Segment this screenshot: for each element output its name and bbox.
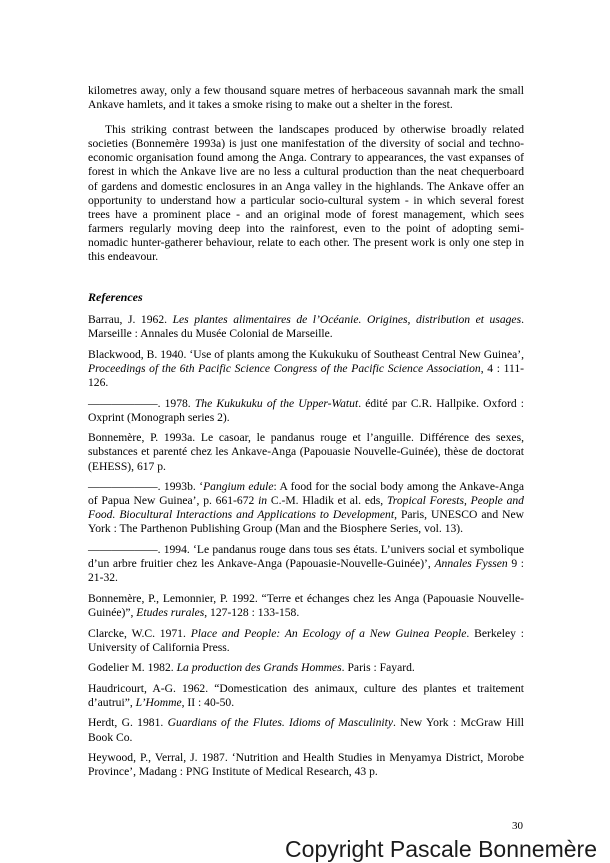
reference-entry: Bonnemère, P. 1993a. Le casoar, le pandanus rouge et l’anguille. Différence des sexes, substances et parenté chez les Ankave-Anga (Papouasie Nouvelle-Guinée), thèse de doctorat (EHESS), 617 p. [88, 431, 524, 473]
reference-entry: Godelier M. 1982. La production des Grands Hommes. Paris : Fayard. [88, 661, 415, 675]
reference-entry: Bonnemère, P., Lemonnier, P. 1992. “Terre et échanges chez les Anga (Papouasie Nouvelle-Guinée)”, Etudes rurales, 127-128 : 133-158. [88, 591, 524, 619]
references-list [88, 313, 524, 779]
body-paragraph-continuation: kilometres away, only a few thousand square metres of herbaceous savannah mark the small Ankave hamlets, and it takes a smoke rising to make out a shelter in the forest. [88, 84, 524, 112]
copyright-watermark: Copyright Pascale Bonnemère [285, 836, 597, 862]
reference-entry: Clarcke, W.C. 1971. Place and People: An Ecology of a New Guinea People. Berkeley : University of California Press. [88, 626, 524, 654]
reference-entry: ——————. 1994. ‘Le pandanus rouge dans tous ses états. L’univers social et symbolique d’un arbre fruitier chez les Ankave-Anga (Papouasie-Nouvelle-Guinée)’, Annales Fyssen 9 : 21-32. [88, 543, 524, 585]
page-number: 30 [512, 820, 523, 832]
text-block [88, 84, 524, 786]
reference-entry: Blackwood, B. 1940. ‘Use of plants among the Kukukuku of Southeast Central New Guinea’, Proceedings of the 6th Pacific Science Congress of the Pacific Science Association, 4 : 111-126. [88, 347, 524, 390]
reference-entry: ——————. 1978. The Kukukuku of the Upper-Watut. édité par C.R. Hallpike. Oxford : Oxprint (Monograph series 2). [88, 396, 525, 424]
references-heading: References [88, 290, 143, 305]
reference-entry: Herdt, G. 1981. Guardians of the Flutes. Idioms of Masculinity. New York : McGraw Hill Book Co. [88, 716, 524, 744]
reference-entry: Haudricourt, A-G. 1962. “Domestication des animaux, culture des plantes et traitement d’autrui”, L’Homme, II : 40-50. [88, 681, 524, 709]
reference-entry: Heywood, P., Verral, J. 1987. ‘Nutrition and Health Studies in Menyamya District, Morobe Province’, Madang : PNG Institute of Medical Research, 43 p. [88, 751, 524, 779]
reference-entry: ——————. 1993b. ‘Pangium edule: A food for the social body among the Ankave-Anga of Papua New Guinea’, p. 661-672 in C.-M. Hladik et al. eds, Tropical Forests, People and Food. Biocultural Interactions and Applications to Development, Paris, UNESCO and New York : The Parthenon Publishing Group (Man and the Biosphere Series, vol. 13). [88, 480, 524, 536]
reference-entry: Barrau, J. 1962. Les plantes alimentaires de l’Océanie. Origines, distribution et usages. Marseille : Annales du Musée Colonial de Marseille. [88, 313, 524, 341]
body-paragraph: This striking contrast between the landscapes produced by otherwise broadly related societies (Bonnemère 1993a) is just one manifestation of the diversity of social and techno-economic organisation found among the Anga. Contrary to appearances, the vast expanses of forest in which the Ankave live are no less a cultural production than the neat chequerboard of gardens and domestic enclosures in an Anga valley in the highlands. The Ankave offer an opportunity to understand how a particular socio-cultural system - in which several forest trees have a prominent place - and an original mode of forest management, which sees farmers regularly moving deep into the rainforest, even to the point of adopting semi-nomadic hunter-gatherer behaviour, relate to each other. The present work is only one step in this endeavour. [88, 123, 524, 264]
